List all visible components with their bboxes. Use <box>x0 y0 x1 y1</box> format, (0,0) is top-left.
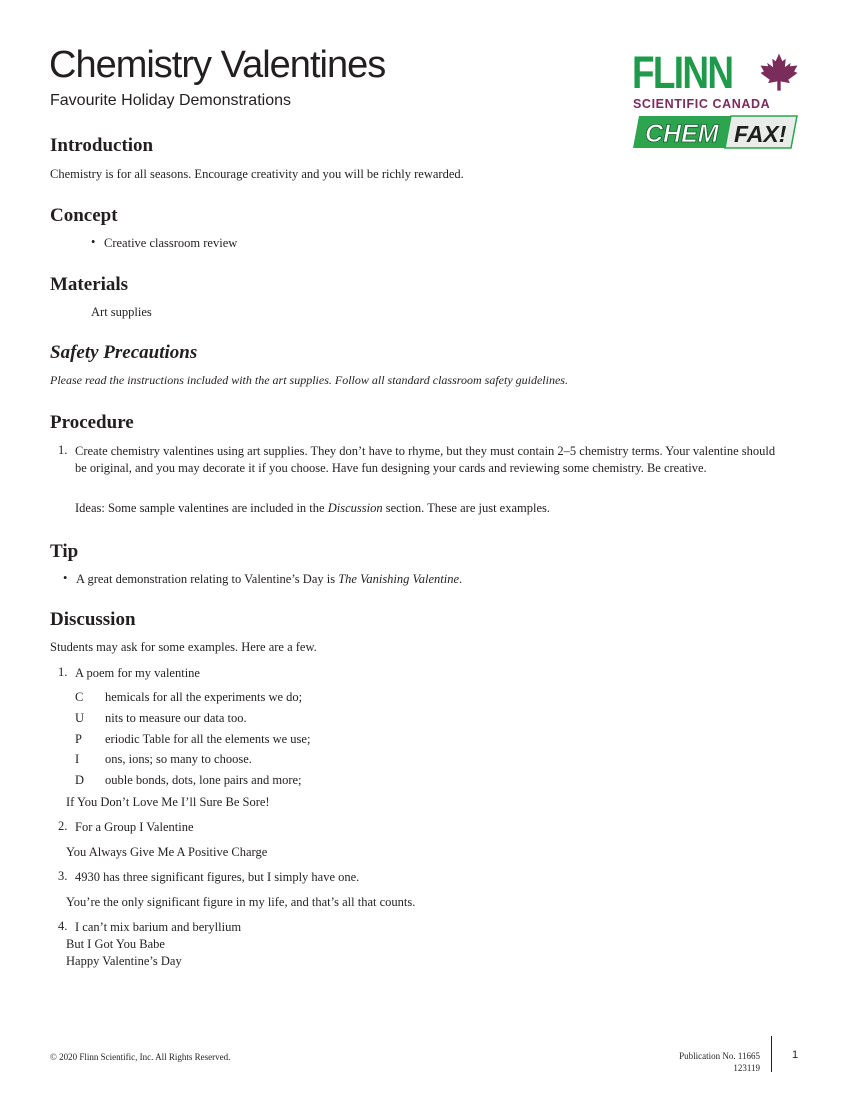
example-line: Happy Valentine’s Day <box>66 954 182 968</box>
discussion-intro: Students may ask for some examples. Here are a few. <box>50 640 317 654</box>
acrostic-letter: U <box>75 711 85 725</box>
concept-heading: Concept <box>50 205 118 226</box>
example-line: But I Got You Babe <box>66 937 165 951</box>
publication-code: 123119 <box>733 1063 760 1073</box>
flinn-logo <box>628 47 808 150</box>
tip-text: A great demonstration relating to Valentine’s Day is The Vanishing Valentine. <box>76 572 463 586</box>
introduction-heading: Introduction <box>50 135 154 156</box>
procedure-step-number: 1. <box>58 443 68 457</box>
acrostic-line: hemicals for all the experiments we do; <box>105 690 303 704</box>
example-number: 2. <box>58 819 68 833</box>
publication-number: Publication No. 11665 <box>679 1051 760 1061</box>
introduction-text: Chemistry is for all seasons. Encourage creativity and you will be richly rewarded. <box>50 167 464 181</box>
logo-brand-text: FLINN <box>632 47 733 98</box>
example-line: You Always Give Me A Positive Charge <box>66 845 268 859</box>
example-closing: If You Don’t Love Me I’ll Sure Be Sore! <box>66 795 270 809</box>
acrostic-letter: C <box>75 690 84 704</box>
logo-subline: SCIENTIFIC CANADA <box>633 97 771 111</box>
copyright: © 2020 Flinn Scientific, Inc. All Rights Reserved. <box>50 1052 231 1062</box>
acrostic-line: ouble bonds, dots, lone pairs and more; <box>105 773 302 787</box>
chemfax-badge <box>631 114 801 150</box>
example-title: For a Group I Valentine <box>75 820 194 834</box>
acrostic-line: nits to measure our data too. <box>105 711 247 725</box>
procedure-step-text: Create chemistry valentines using art supplies. They don’t have to rhyme, but they must contain 2–5 chemistry terms. Your valentine should be original, and you may decorate it if you choose. Have fun designing your cards and reviewing some chemistry. Be creative. <box>75 444 776 475</box>
page-subtitle: Favourite Holiday Demonstrations <box>50 92 291 109</box>
procedure-heading: Procedure <box>50 412 134 433</box>
example-title: 4930 has three significant figures, but I simply have one. <box>75 870 360 884</box>
acrostic-letter: D <box>75 773 85 787</box>
procedure-ideas: Ideas: Some sample valentines are included in the Discussion section. These are just examples. <box>75 501 551 515</box>
bullet-icon: • <box>91 235 96 249</box>
materials-heading: Materials <box>50 274 129 295</box>
acrostic-line: ons, ions; so many to choose. <box>105 752 252 766</box>
maple-leaf-icon <box>758 52 800 94</box>
safety-text: Please read the instructions included with the art supplies. Follow all standard classroom safety guidelines. <box>50 373 568 387</box>
page-number: 1 <box>792 1049 799 1061</box>
example-number: 1. <box>58 665 68 679</box>
tip-heading: Tip <box>50 541 79 562</box>
example-line: I can’t mix barium and beryllium <box>75 920 242 934</box>
acrostic-line: eriodic Table for all the elements we use; <box>105 732 311 746</box>
publication-info <box>679 1050 760 1074</box>
materials-item: Art supplies <box>91 305 152 319</box>
discussion-heading: Discussion <box>50 609 136 630</box>
acrostic-letter: I <box>75 752 80 766</box>
fax-label: FAX! <box>734 121 787 147</box>
example-title: A poem for my valentine <box>75 666 200 680</box>
bullet-icon: • <box>63 571 68 585</box>
chem-label: CHEM <box>645 120 719 148</box>
page-title: Chemistry Valentines <box>49 44 386 86</box>
example-number: 4. <box>58 919 68 933</box>
acrostic-letter: P <box>75 732 82 746</box>
safety-heading: Safety Precautions <box>50 342 198 363</box>
example-number: 3. <box>58 869 68 883</box>
footer-divider <box>771 1036 772 1072</box>
concept-item: Creative classroom review <box>104 236 238 250</box>
example-line: You’re the only significant figure in my life, and that’s all that counts. <box>66 895 416 909</box>
